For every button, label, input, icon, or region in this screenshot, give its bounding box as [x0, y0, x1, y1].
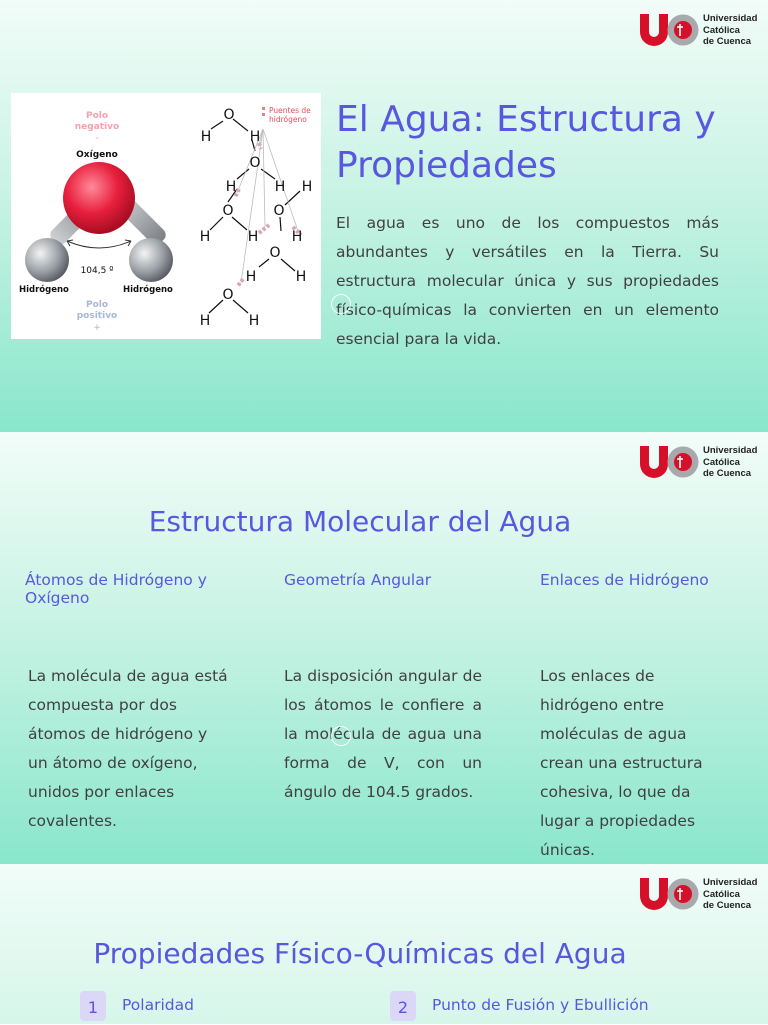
puentes-label: Puentes de — [269, 106, 311, 115]
hidrogeno-right-label: Hidrógeno — [123, 285, 173, 295]
uc-logo-mark-icon — [638, 876, 700, 912]
svg-text:O: O — [222, 203, 234, 219]
property-label-polaridad: Polaridad — [122, 996, 194, 1014]
svg-text:H: H — [295, 269, 307, 285]
svg-text:H: H — [274, 179, 286, 195]
university-logo-text: Universidad Católica de Cuenca — [703, 13, 758, 47]
intro-paragraph: El agua es uno de los compuestos más abundantes y versátiles en la Tierra. Su estructura molecular única y sus propiedades físico-químicas la convierten en un elemento esencial para la vida. — [336, 214, 719, 348]
university-logo-text: Universidad Católica de Cuenca — [703, 445, 758, 479]
column-heading-enlaces: Enlaces de Hidrógeno — [540, 571, 709, 589]
hydrogen-bond-dashes — [235, 143, 301, 287]
svg-text:H: H — [291, 229, 303, 245]
polo-negativo-label: negativo — [74, 122, 120, 132]
svg-text:O: O — [269, 245, 281, 261]
atom-labels — [200, 107, 313, 329]
column-heading-atomos: Átomos de Hidrógeno y Oxígeno — [25, 571, 207, 607]
oxigeno-label: Oxígeno — [76, 150, 118, 160]
svg-text:H: H — [225, 179, 237, 195]
university-logo — [638, 444, 758, 480]
svg-text:O: O — [222, 287, 234, 303]
page-title: El Agua: Estructura y Propiedades — [336, 99, 716, 186]
molecule-3d-model — [25, 162, 173, 282]
number-badge: 2 — [390, 991, 416, 1021]
uc-logo-mark-icon — [638, 444, 700, 480]
svg-text:H: H — [249, 129, 261, 145]
uc-logo-mark-icon — [638, 12, 700, 48]
svg-text:H: H — [247, 229, 259, 245]
property-label-fusion: Punto de Fusión y Ebullición — [432, 996, 649, 1014]
puentes-label: hidrógeno — [269, 115, 307, 124]
water-molecule-diagram — [11, 93, 321, 339]
polo-negativo-label: Polo — [85, 111, 109, 121]
cursor-ring-icon — [331, 294, 351, 314]
svg-text:H: H — [301, 179, 313, 195]
column-body-geometria: La disposición angular de los átomos le confiere a la molécula de agua una forma de V, con un ángulo de 104.5 grados. — [284, 667, 482, 801]
university-logo-text: Universidad Católica de Cuenca — [703, 877, 758, 911]
minus-sign: - — [95, 133, 99, 144]
hidrogeno-left-label: Hidrógeno — [19, 285, 69, 295]
number-badge: 1 — [80, 991, 106, 1021]
svg-text:H: H — [199, 229, 211, 245]
section-title: Propiedades Físico-Químicas del Agua — [93, 937, 627, 970]
plus-sign: + — [93, 323, 101, 333]
svg-text:H: H — [248, 313, 260, 329]
angle-label: 104,5 º — [80, 266, 114, 276]
svg-text:H: H — [199, 313, 211, 329]
column-body-enlaces: Los enlaces de hidrógeno entre moléculas de agua crean una estructura cohesiva, lo que da lugar a propiedades únicas. — [540, 667, 703, 859]
polo-positivo-label: Polo — [85, 300, 109, 310]
svg-text:H: H — [200, 129, 212, 145]
university-logo — [638, 12, 758, 48]
slide-title — [0, 0, 768, 432]
svg-text:O: O — [249, 155, 261, 171]
svg-text:O: O — [223, 107, 235, 123]
column-heading-geometria: Geometría Angular — [284, 571, 432, 589]
svg-text:O: O — [273, 203, 285, 219]
polo-positivo-label: positivo — [76, 311, 118, 321]
section-title: Estructura Molecular del Agua — [148, 505, 572, 538]
column-body-atomos: La molécula de agua está compuesta por dos átomos de hidrógeno y un átomo de oxígeno, unidos por enlaces covalentes. — [28, 667, 228, 830]
university-logo — [638, 876, 758, 912]
svg-text:H: H — [245, 269, 257, 285]
cursor-ring-icon — [331, 726, 351, 746]
